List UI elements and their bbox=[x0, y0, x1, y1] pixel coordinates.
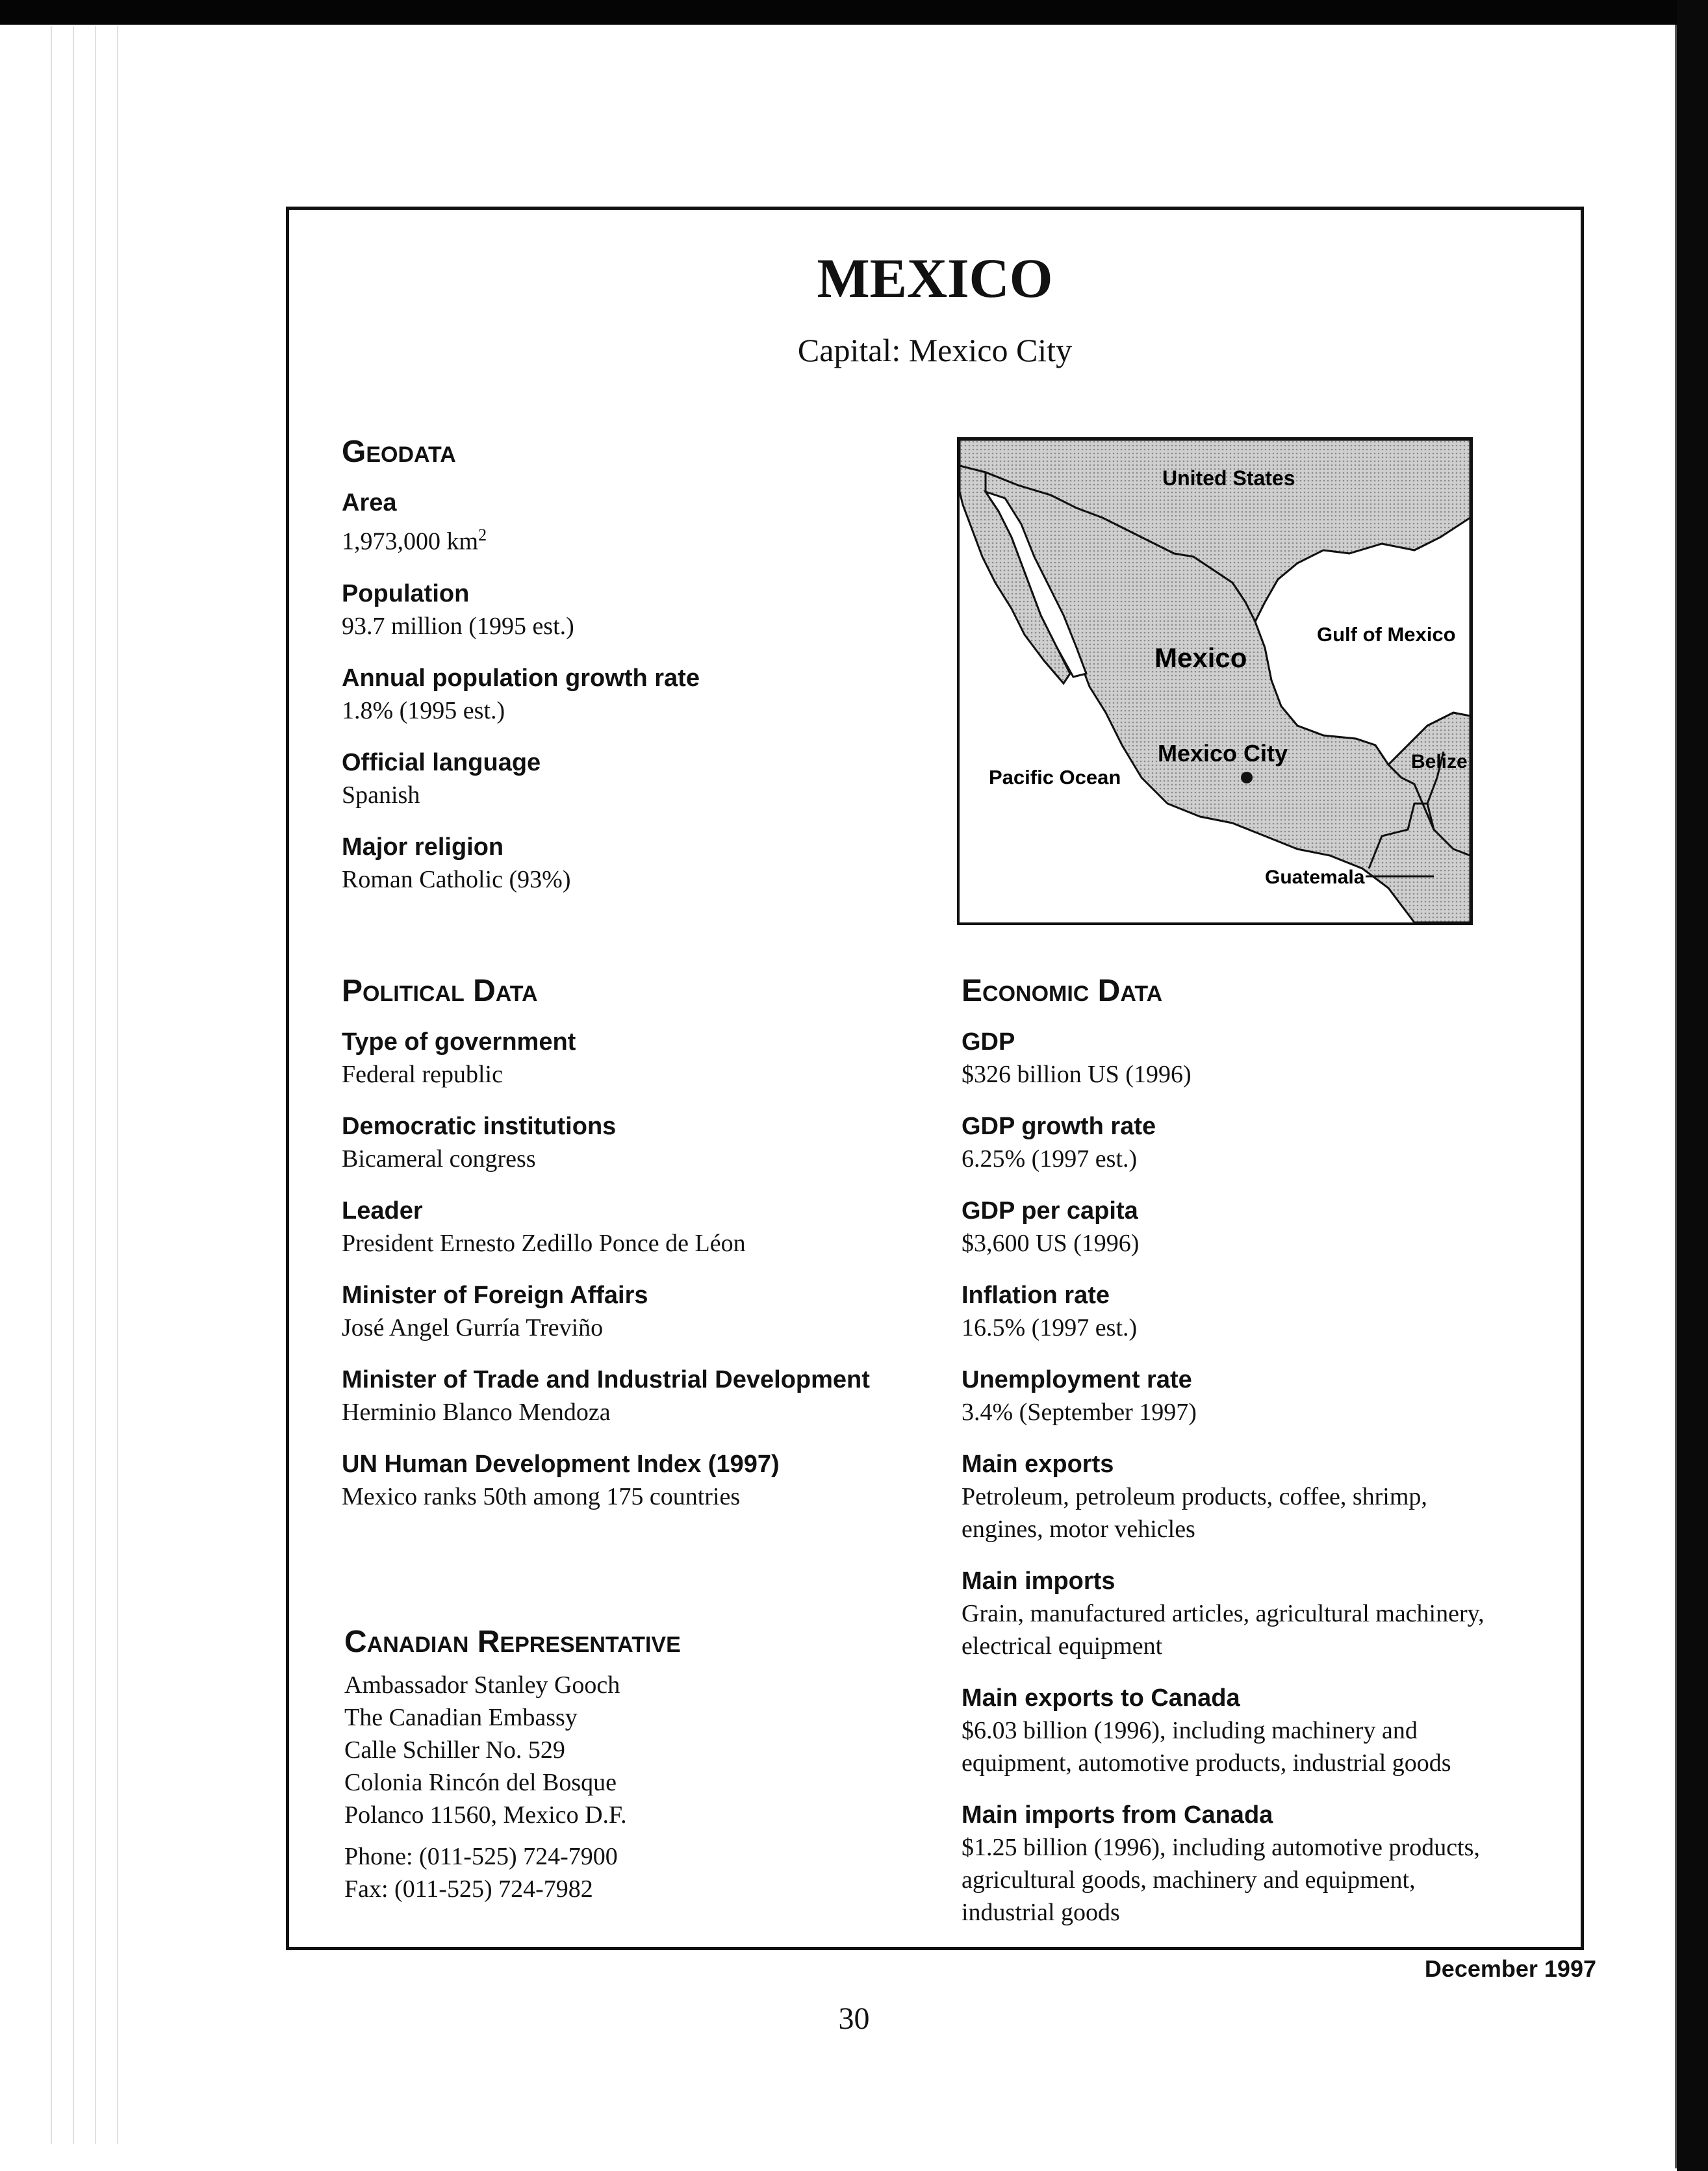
trade-minister-value: Herminio Blanco Mendoza bbox=[342, 1399, 611, 1426]
hdi-label: UN Human Development Index (1997) bbox=[342, 1451, 780, 1478]
leader-value: President Ernesto Zedillo Ponce de Léon bbox=[342, 1230, 746, 1257]
gdp-label: GDP bbox=[962, 1028, 1015, 1056]
gdp-per-capita-value: $3,600 US (1996) bbox=[962, 1230, 1140, 1257]
gdp-value: $326 billion US (1996) bbox=[962, 1061, 1192, 1088]
map-label-mexico-city: Mexico City bbox=[1158, 740, 1288, 767]
democratic-institutions-value: Bicameral congress bbox=[342, 1145, 536, 1173]
main-exports-label: Main exports bbox=[962, 1451, 1114, 1478]
main-exports-line-1: Petroleum, petroleum products, coffee, shrimp, bbox=[962, 1483, 1427, 1510]
population-label: Population bbox=[342, 579, 470, 607]
scan-border-top bbox=[0, 0, 1708, 25]
address-line-3: Calle Schiller No. 529 bbox=[344, 1736, 565, 1764]
main-imports-value bbox=[962, 1597, 1559, 1662]
mexico-map bbox=[957, 437, 1473, 925]
capital-city-dot bbox=[1241, 772, 1253, 783]
main-imports-line-2: electrical equipment bbox=[962, 1632, 1163, 1660]
country-title: MEXICO bbox=[817, 247, 1053, 309]
political-section bbox=[342, 973, 926, 1532]
government-type-label: Type of government bbox=[342, 1028, 576, 1056]
geodata-heading: Geodata bbox=[342, 435, 456, 469]
map-label-united-states: United States bbox=[1162, 466, 1295, 490]
scan-border-right bbox=[1677, 0, 1708, 2171]
scan-binding-shadow bbox=[39, 26, 136, 2144]
political-heading: Political Data bbox=[342, 974, 538, 1008]
religion-label: Major religion bbox=[342, 833, 504, 861]
economic-heading: Economic Data bbox=[962, 974, 1163, 1008]
growth-rate-label: Annual population growth rate bbox=[342, 664, 700, 692]
main-exports-line-2: engines, motor vehicles bbox=[962, 1516, 1195, 1543]
religion-value: Roman Catholic (93%) bbox=[342, 865, 571, 893]
map-label-belize: Belize bbox=[1411, 751, 1468, 772]
language-value: Spanish bbox=[342, 781, 420, 809]
imports-from-canada-line-2: agricultural goods, machinery and equipment, bbox=[962, 1866, 1416, 1894]
map-label-gulf-of-mexico: Gulf of Mexico bbox=[1317, 623, 1456, 646]
imports-from-canada-label: Main imports from Canada bbox=[962, 1801, 1273, 1829]
address-line-1: Ambassador Stanley Gooch bbox=[344, 1671, 620, 1699]
imports-from-canada-value bbox=[962, 1831, 1559, 1929]
unemployment-value: 3.4% (September 1997) bbox=[962, 1399, 1197, 1426]
population-value: 93.7 million (1995 est.) bbox=[342, 612, 574, 640]
map-label-pacific-ocean: Pacific Ocean bbox=[989, 766, 1121, 789]
geodata-section bbox=[342, 434, 926, 915]
imports-from-canada-line-1: $1.25 billion (1996), including automotive products, bbox=[962, 1834, 1480, 1861]
area-unit-exponent: 2 bbox=[478, 526, 487, 544]
address-line-4: Colonia Rincón del Bosque bbox=[344, 1769, 617, 1796]
address-line-2: The Canadian Embassy bbox=[344, 1704, 578, 1731]
capital-line: Capital: Mexico City bbox=[797, 332, 1073, 368]
area-label: Area bbox=[342, 489, 397, 516]
canadian-rep-heading: Canadian Representative bbox=[344, 1625, 681, 1659]
publication-date: December 1997 bbox=[1424, 1955, 1596, 1982]
unemployment-label: Unemployment rate bbox=[962, 1366, 1192, 1393]
fax-number: Fax: (011-525) 724-7982 bbox=[344, 1875, 593, 1903]
exports-to-canada-line-2: equipment, automotive products, industrial goods bbox=[962, 1749, 1451, 1777]
area-value: 1,973,000 $km^2$ bbox=[342, 526, 487, 555]
language-label: Official language bbox=[342, 748, 541, 776]
foreign-minister-label: Minister of Foreign Affairs bbox=[342, 1282, 648, 1309]
growth-rate-value: 1.8% (1995 est.) bbox=[342, 696, 505, 724]
economic-section bbox=[962, 973, 1559, 1929]
gdp-growth-label: GDP growth rate bbox=[962, 1113, 1156, 1140]
phone-number: Phone: (011-525) 724-7900 bbox=[344, 1843, 618, 1870]
main-exports-value bbox=[962, 1480, 1559, 1545]
canadian-rep-section bbox=[344, 1624, 929, 1905]
map-svg bbox=[960, 440, 1470, 922]
exports-to-canada-label: Main exports to Canada bbox=[962, 1684, 1240, 1712]
gdp-per-capita-label: GDP per capita bbox=[962, 1197, 1138, 1225]
main-imports-line-1: Grain, manufactured articles, agricultural machinery, bbox=[962, 1600, 1485, 1627]
inflation-label: Inflation rate bbox=[962, 1282, 1110, 1309]
inflation-value: 16.5% (1997 est.) bbox=[962, 1314, 1138, 1341]
gdp-growth-value: 6.25% (1997 est.) bbox=[962, 1145, 1138, 1173]
exports-to-canada-line-1: $6.03 billion (1996), including machinery and bbox=[962, 1717, 1418, 1744]
map-label-mexico: Mexico bbox=[1154, 642, 1247, 673]
map-label-guatemala: Guatemala bbox=[1265, 867, 1365, 888]
imports-from-canada-line-3: industrial goods bbox=[962, 1899, 1120, 1926]
government-type-value: Federal republic bbox=[342, 1061, 503, 1088]
page-number: 30 bbox=[838, 2001, 870, 2036]
address-line-5: Polanco 11560, Mexico D.F. bbox=[344, 1801, 627, 1829]
main-imports-label: Main imports bbox=[962, 1568, 1115, 1595]
democratic-institutions-label: Democratic institutions bbox=[342, 1113, 617, 1140]
leader-label: Leader bbox=[342, 1197, 423, 1225]
foreign-minister-value: José Angel Gurría Treviño bbox=[342, 1314, 604, 1341]
trade-minister-label: Minister of Trade and Industrial Development bbox=[342, 1366, 870, 1393]
exports-to-canada-value bbox=[962, 1714, 1559, 1779]
hdi-value: Mexico ranks 50th among 175 countries bbox=[342, 1483, 741, 1510]
